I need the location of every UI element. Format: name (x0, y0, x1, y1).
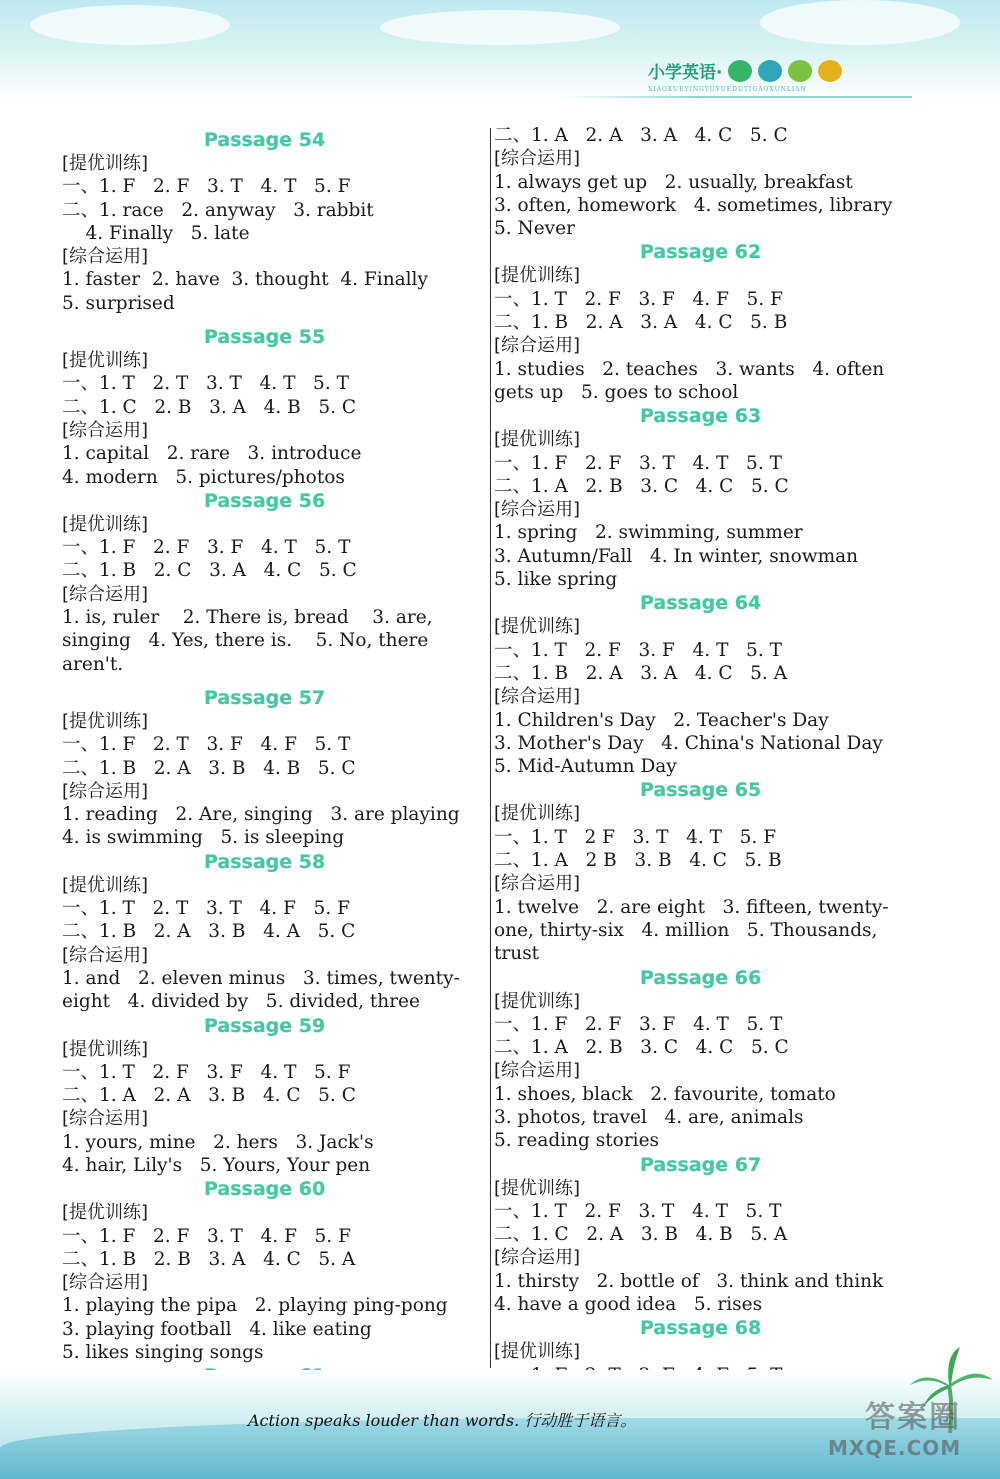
passage-heading: Passage 66 (640, 966, 762, 989)
section-label: [提优训练] (494, 803, 581, 825)
section-label: [提优训练] (62, 513, 149, 535)
section-label: [综合运用] (62, 583, 149, 605)
section-label: [综合运用] (494, 1247, 581, 1269)
answer-line: 一、1. T 2. F 3. F 4. F 5. F (494, 288, 783, 310)
answer-line: 5. Mid-Autumn Day (494, 756, 677, 778)
section-label: [提优训练] (62, 874, 149, 896)
header-subtitle: XIAOXUEYINGYUYUEDUTIGAOXUNLIAN (648, 86, 807, 92)
watermark-bottom: MXQE.COM (828, 1436, 962, 1460)
cloud-decoration (30, 5, 230, 45)
answer-line: 一、1. F 2. T 3. F 4. F 5. T (62, 734, 351, 756)
answer-line: 一、1. F 2. F 3. F 4. T 5. T (494, 1013, 783, 1035)
passage-heading: Passage 57 (204, 686, 326, 709)
answer-line: 5. like spring (494, 569, 618, 591)
section-label: [综合运用] (494, 1060, 581, 1082)
answer-line: 二、1. A 2. B 3. C 4. C 5. C (494, 475, 789, 497)
header-brand (648, 58, 842, 83)
answer-line: 二、1. B 2. B 3. A 4. C 5. A (62, 1248, 356, 1270)
passage-heading: Passage 56 (204, 489, 326, 512)
section-label: [综合运用] (494, 873, 581, 895)
passage-heading: Passage 64 (640, 592, 762, 615)
answer-line: 一、1. T 2 F 3. T 4. T 5. F (494, 826, 777, 848)
answer-line: 1. shoes, black 2. favourite, tomato (494, 1083, 836, 1105)
answer-line: 5. surprised (62, 292, 175, 314)
section-label: [提优训练] (494, 990, 581, 1012)
answer-line: 二、1. A 2. A 3. B 4. C 5. C (62, 1085, 356, 1107)
column-divider (490, 128, 491, 1368)
section-label: [综合运用] (62, 246, 149, 268)
passage-heading: Passage 68 (640, 1317, 762, 1340)
answer-line: 1. faster 2. have 3. thought 4. Finally (62, 269, 428, 291)
left-column (62, 128, 477, 1435)
section-label: [提优训练] (494, 429, 581, 451)
answer-line: 4. hair, Lily's 5. Yours, Your pen (62, 1154, 371, 1176)
answer-line: 1. thirsty 2. bottle of 3. think and think (494, 1270, 884, 1292)
passage-heading: Passage 63 (640, 405, 762, 428)
answer-line: 一、1. F 2. F 3. T 4. T 5. F (62, 176, 351, 198)
watermark-top: 答案圈 (865, 1400, 962, 1435)
answer-line: 二、1. B 2. A 3. B 4. B 5. C (62, 757, 356, 779)
header-rule (560, 96, 912, 98)
passage-heading: Passage 60 (204, 1178, 326, 1201)
answer-line: 一、1. T 2. T 3. T 4. T 5. T (62, 373, 349, 395)
answer-line: 二、1. A 2. A 3. A 4. C 5. C (494, 125, 788, 146)
section-label: [综合运用] (62, 1272, 149, 1294)
answer-line: 二、1. C 2. A 3. B 4. B 5. A (494, 1224, 788, 1246)
section-label: [提优训练] (62, 153, 149, 174)
section-label: [综合运用] (494, 335, 581, 357)
answer-line: 1. is, ruler 2. There is, bread 3. are, (62, 607, 433, 629)
answer-line: 二、1. B 2. A 3. A 4. C 5. B (494, 312, 788, 334)
answer-line: 5. reading stories (494, 1130, 660, 1152)
answer-line: 1. yours, mine 2. hers 3. Jack's (62, 1131, 374, 1153)
answer-line: 1. always get up 2. usually, breakfast (494, 171, 853, 193)
answer-line: 5. Never (494, 218, 575, 240)
answer-line: 4. have a good idea 5. rises (494, 1294, 763, 1316)
answer-line: gets up 5. goes to school (494, 381, 739, 403)
answer-line: 一、1. F 2. F 3. T 4. T 5. T (494, 452, 782, 474)
answer-line: 一、1. F 2. F 3. T 4. F 5. F (62, 1225, 351, 1247)
answer-line: 1. spring 2. swimming, summer (494, 522, 803, 544)
answer-line: 3. Mother's Day 4. China's National Day (494, 732, 883, 754)
answer-line: aren't. (62, 653, 124, 675)
answer-line: 1. studies 2. teaches 3. wants 4. often (494, 358, 885, 380)
passage-heading: Passage 62 (640, 241, 762, 264)
passage-heading: Passage 54 (204, 129, 326, 151)
section-label: [综合运用] (62, 419, 149, 441)
section-label: [提优训练] (494, 616, 581, 638)
section-label: [综合运用] (62, 1108, 149, 1130)
answer-line: eight 4. divided by 5. divided, three (62, 991, 420, 1013)
answer-line: 3. playing football 4. like eating (62, 1318, 372, 1340)
answer-line: 二、1. B 2. A 3. B 4. A 5. C (62, 921, 356, 943)
section-label: [综合运用] (494, 686, 581, 708)
passage-heading: Passage 67 (640, 1153, 762, 1176)
answer-line: one, thirty-six 4. million 5. Thousands, (494, 919, 878, 941)
section-label: [综合运用] (62, 944, 149, 966)
answer-line: 二、1. B 2. A 3. A 4. C 5. A (494, 662, 788, 684)
brand-logo-icon (758, 60, 782, 82)
answer-line: 二、1. B 2. C 3. A 4. C 5. C (62, 560, 357, 582)
answer-line: 4. Finally 5. late (62, 222, 250, 244)
footer-quote: Action speaks louder than words. 行动胜于语言。 (248, 1411, 637, 1430)
answer-line: 1. capital 2. rare 3. introduce (62, 443, 362, 465)
section-label: [提优训练] (494, 265, 581, 287)
answer-line: 5. likes singing songs (62, 1342, 264, 1364)
section-label: [提优训练] (494, 1341, 581, 1363)
answer-line: 4. is swimming 5. is sleeping (62, 827, 345, 849)
spacer (62, 676, 477, 686)
answer-line: 二、1. race 2. anyway 3. rabbit (62, 199, 374, 221)
right-column (494, 124, 914, 1410)
cloud-decoration (760, 0, 960, 45)
passage-heading: Passage 58 (204, 850, 326, 873)
answer-line: 3. often, homework 4. sometimes, library (494, 194, 893, 216)
brand-title: 小学英语· (648, 63, 723, 83)
answer-line: 3. Autumn/Fall 4. In winter, snowman (494, 545, 859, 567)
answer-line: 3. photos, travel 4. are, animals (494, 1106, 804, 1128)
answer-line: 一、1. T 2. T 3. T 4. F 5. F (62, 898, 350, 920)
answer-line: 二、1. A 2 B 3. B 4. C 5. B (494, 850, 782, 872)
answer-line: 1. twelve 2. are eight 3. fifteen, twenty- (494, 896, 889, 918)
answer-line: 一、1. T 2. F 3. F 4. T 5. F (62, 1061, 351, 1083)
section-label: [提优训练] (62, 710, 149, 732)
answer-line: 1. playing the pipa 2. playing ping-pong (62, 1295, 448, 1317)
answer-line: 1. and 2. eleven minus 3. times, twenty- (62, 967, 460, 989)
section-label: [提优训练] (62, 1202, 149, 1224)
cloud-decoration (380, 10, 620, 45)
answer-line: singing 4. Yes, there is. 5. No, there (62, 630, 429, 652)
answer-line: 4. modern 5. pictures/photos (62, 466, 345, 488)
section-label: [综合运用] (62, 780, 149, 802)
answer-line: 1. reading 2. Are, singing 3. are playing (62, 804, 460, 826)
passage-heading: Passage 55 (204, 326, 326, 349)
section-label: [提优训练] (62, 1038, 149, 1060)
section-label: [提优训练] (494, 1177, 581, 1199)
spacer (62, 315, 477, 325)
answer-line: 二、1. A 2. B 3. C 4. C 5. C (494, 1037, 789, 1059)
answer-line: 一、1. F 2. F 3. F 4. T 5. T (62, 537, 351, 559)
brand-logo-icon (818, 60, 842, 82)
brand-logo-icon (788, 60, 812, 82)
answer-line: trust (494, 943, 540, 965)
answer-line: 一、1. T 2. F 3. F 4. T 5. T (494, 639, 782, 661)
answer-line: 1. Children's Day 2. Teacher's Day (494, 709, 829, 731)
section-label: [综合运用] (494, 499, 581, 521)
watermark (828, 1392, 961, 1460)
section-label: [提优训练] (62, 350, 149, 372)
answer-line: 二、1. C 2. B 3. A 4. B 5. C (62, 396, 357, 418)
answer-line: 一、1. T 2. F 3. T 4. T 5. T (494, 1200, 782, 1222)
section-label: [综合运用] (494, 148, 581, 170)
brand-logo-icon (728, 60, 752, 82)
passage-heading: Passage 65 (640, 779, 762, 802)
passage-heading: Passage 59 (204, 1014, 326, 1037)
